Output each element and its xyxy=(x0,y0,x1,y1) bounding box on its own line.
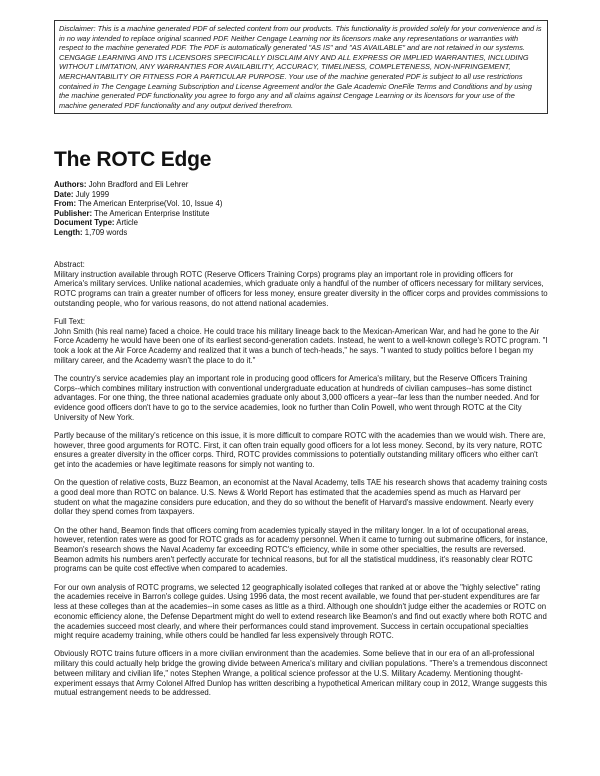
abstract-text: Military instruction available through ROTC (Reserve Officers Training Corps) programs play an important role in providing officers for America's military services. Unlike national academies, which graduate only a handful of the number of officers necessary for military services, ROTC programs can train a greater number of officers for less money, ensure greater diversity in the officer corps and provides commissions to outstanding people, who for various reasons, do not attend national academies. xyxy=(54,269,548,308)
abstract-label: Abstract: xyxy=(54,260,85,269)
paragraph: Partly because of the military's reticence on this issue, it is more difficult to compare ROTC with the academies than we would wish. There are, however, three good arguments for ROTC. First, it can often train equally good officers for a lot less money. Second, by its very nature, ROTC ensures a greater diversity in the officer corps. Third, ROTC provides commissions to potentially outstanding military officers who either can't get into the academies or have legitimate reasons for simply not wanting to. xyxy=(54,431,546,470)
disclaimer-text: Disclaimer: This is a machine generated PDF of selected content from our products. This functionality is provided solely for your convenience and is in no way intended to replace original scanned PDF. Neither Cengage Learning nor its licensors make any representations or warranties with respect to the machine generated PDF. The PDF is automatically generated "AS IS" and "AS AVAILABLE" and are not retained in our systems. CENGAGE LEARNING AND ITS LICENSORS SPECIFICALLY DISCLAIM ANY AND ALL EXPRESS OR IMPLIED WARRANTIES, INCLUDING WITHOUT LIMITATION, ANY WARRANTIES FOR AVAILABILITY, ACCURACY, TIMELINESS, COMPLETENESS, NON-INFRINGEMENT, MERCHANTABILITY OR FITNESS FOR A PARTICULAR PURPOSE. Your use of the machine generated PDF is subject to all use restrictions contained in The Cengage Learning Subscription and License Agreement and/or the Gale Academic OneFile Terms and Conditions and by using the machine generated PDF functionality you agree to forgo any and all claims against Cengage Learning or its licensors for your use of the machine generated PDF functionality and any output derived therefrom. xyxy=(59,24,542,110)
article-title: The ROTC Edge xyxy=(54,148,212,171)
article-metadata xyxy=(54,180,548,238)
paragraph: On the question of relative costs, Buzz Beamon, an economist at the Naval Academy, tells TAE his research shows that academy training costs a good deal more than ROTC on balance. U.S. News & World Report has estimated that the academies spend as much as Harvard per student on what the magazine considers pure education, and they do so without the benefit of Harvard's massive endowment. Nearly every dollar they spend comes from taxpayers. xyxy=(54,478,548,517)
article-body xyxy=(54,260,548,698)
paragraph: Obviously ROTC trains future officers in a more civilian environment than the academies. Some believe that in our era of an all-professional military this could actually help bridge the growing divide between America's military and civilian populations. "There's a tremendous disconnect between military and civilian life," notes Stephen Wrange, a political science professor at the U.S. Military Academy. Mentioning thought-experiment essays that Army Colonel Alfred Dunlop has written describing a hypothetical American military coup in 2012, Wrange suggests this mutual estrangement needs to be addressed. xyxy=(54,649,548,698)
meta-from: From: The American Enterprise(Vol. 10, Issue 4) xyxy=(54,199,223,209)
meta-authors: Authors: John Bradford and Eli Lehrer xyxy=(54,180,189,189)
paragraph: John Smith (his real name) faced a choice. He could trace his military lineage back to the Mexican-American War, and had he gone to the Air Force Academy he would have been one of its earliest second-generation cadets. Instead, he went to a well-known college's ROTC program. "I took a look at the Air Force Academy and realized that it was a bunch of tech-heads," he says. "I wanted to study politics before I began my military career, and the Academy wasn't the place to do it." xyxy=(54,326,548,365)
fulltext-label: Full Text: xyxy=(54,317,86,327)
disclaimer-box xyxy=(54,20,548,114)
paragraph: On the other hand, Beamon finds that officers coming from academies typically stayed in the military longer. In a lot of occupational areas, however, retention rates were as good for ROTC grads as for academy personnel. When it came to turning out submarine officers, for instance, Beamon's research shows the Naval Academy far exceeding ROTC's efficiency, while in some other specialties, the results are reversed. Beamon admits his numbers aren't perfectly accurate for technical reasons, but for all the statistical muddiness, it's reasonably clear ROTC programs can be quite cost effective when compared to academies. xyxy=(54,525,548,574)
paragraph: For our own analysis of ROTC programs, we selected 12 geographically isolated colleges that ranked at or above the "highly selective" rating the academies receive in Barron's college guides. Using 1996 data, the most recent available, we found that per-student expenditures are far less at these colleges than at the academies--in some cases as little as a third. Although one shouldn't judge either the academies or ROTC on economic efficiency alone, the Defense Department might do well to extend research like Beamon's and find out exactly where both ROTC and the academies succeed most clearly, and where their performances could stand improvement. Success in certain occupational specialties might require academy training, while others could be handled far less expensively through ROTC. xyxy=(54,582,547,641)
meta-length: Length: 1,709 words xyxy=(54,227,128,237)
meta-date: Date: July 1999 xyxy=(54,189,110,199)
meta-publisher: Publisher: The American Enterprise Institute xyxy=(54,208,210,218)
meta-document-type: Document Type: Article xyxy=(54,218,138,228)
paragraph: The country's service academies play an important role in producing good officers for America's military, but the Reserve Officers Training Corps--which combines military instruction with conventional undergraduate education at hundreds of civilian campuses--has some distinct advantages. For one thing, the three national academies graduate only about 3,000 officers a year--far less than the number needed. And for evidence good officers don't have to go to the service academies, look no further than Colin Powell, who went through ROTC at the City University of New York. xyxy=(54,374,540,422)
